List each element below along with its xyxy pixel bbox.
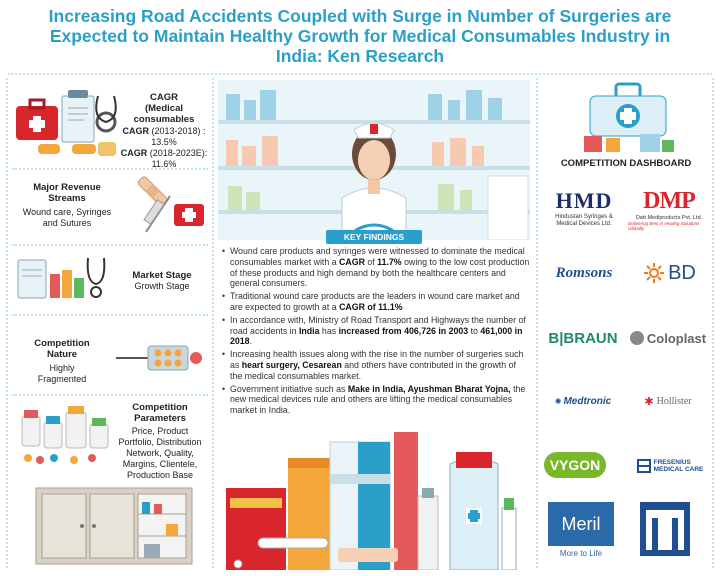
lab-equipment-illustration bbox=[14, 252, 110, 302]
finding-1 bbox=[222, 246, 530, 289]
hollister-star-icon: ✱ bbox=[644, 395, 654, 408]
market-stage-block bbox=[116, 270, 208, 292]
t-brand-mark-icon bbox=[640, 502, 690, 556]
finding-1-text-c: owing to the low cost production of these products and high demand by both the healthcare centers and general consumers. bbox=[230, 256, 530, 289]
cagr-heading-2: (Medical bbox=[144, 103, 183, 114]
dmp-logo bbox=[628, 180, 710, 238]
cagr-heading-3: consumables bbox=[133, 114, 195, 125]
finding-1-bold-a: CAGR bbox=[339, 256, 365, 267]
competition-nature-heading: Competition bbox=[34, 338, 90, 349]
finding-4 bbox=[222, 349, 530, 381]
page-title bbox=[0, 0, 720, 72]
key-findings-badge: KEY FINDINGS bbox=[326, 230, 422, 244]
medicine-box-illustration bbox=[580, 82, 676, 154]
cagr-row-2-label: CAGR bbox=[120, 148, 148, 158]
competition-params-heading-2: Parameters bbox=[134, 413, 186, 424]
dmp-tagline: Delivering Best in Healing Solutions Globally bbox=[628, 220, 700, 231]
finding-1-text-b: of bbox=[364, 256, 378, 267]
cagr-row-1-value: 13.5% bbox=[151, 137, 177, 147]
finding-5-text-a: Government initiative such as bbox=[230, 383, 348, 394]
fresenius-line-1: FRESENIUS bbox=[653, 459, 691, 466]
hmd-logo bbox=[544, 178, 624, 238]
pharmacist-illustration bbox=[218, 80, 530, 240]
competition-params-text-4: Margins, Clientele, bbox=[122, 459, 198, 469]
cagr-row-2-value: 11.6% bbox=[151, 159, 177, 169]
pill-blister-illustration bbox=[114, 340, 210, 374]
cagr-block bbox=[120, 92, 208, 170]
t-brand-logo bbox=[640, 502, 690, 556]
competition-nature-text-1: Highly bbox=[49, 363, 75, 373]
finding-3-bold-c: 461,000 in 2018 bbox=[230, 325, 523, 347]
revenue-heading-2: Streams bbox=[48, 193, 86, 204]
bbraun-logo bbox=[542, 324, 624, 352]
title-divider bbox=[8, 73, 712, 75]
cagr-heading: CAGR bbox=[150, 92, 178, 103]
left-divider-4 bbox=[12, 394, 208, 396]
syringe-bandage-illustration bbox=[124, 174, 208, 236]
meril-tagline: More to Life bbox=[559, 549, 603, 558]
right-column-divider bbox=[536, 78, 538, 568]
competition-nature-heading-2: Nature bbox=[46, 349, 78, 360]
finding-3-text-b: has bbox=[319, 325, 339, 336]
finding-2 bbox=[222, 291, 530, 313]
meril-logo-text: Meril bbox=[561, 513, 601, 534]
cagr-row-1 bbox=[120, 126, 208, 137]
finding-5-text-b: the new medical devices rule and others are lifting the medical consumables market in India. bbox=[230, 383, 526, 416]
vygon-logo bbox=[544, 452, 606, 478]
romsons-logo-text: Romsons bbox=[555, 264, 613, 281]
medtronic-logo bbox=[542, 388, 624, 414]
competition-params-text-3: Network, Quality, bbox=[126, 448, 194, 458]
cagr-row-2-years: (2018-2023E): bbox=[149, 148, 208, 158]
finding-4-text-a: Increasing health issues along with the rise in the number of surgeries such as bbox=[230, 349, 524, 370]
hmd-logo-mark: HMD bbox=[555, 188, 613, 213]
finding-3-bold-b: increased from 406,726 in 2003 bbox=[338, 325, 469, 336]
revenue-text-1: Wound care, Syringes bbox=[22, 207, 112, 217]
finding-2-bold: CAGR of 11.1% bbox=[339, 301, 403, 312]
hollister-logo bbox=[626, 388, 710, 414]
bd-logo bbox=[632, 258, 708, 288]
dmp-name: Datt Mediproducts Pvt. Ltd. bbox=[635, 214, 703, 221]
fresenius-mark-icon bbox=[637, 459, 651, 473]
left-divider-3 bbox=[12, 314, 208, 316]
romsons-logo bbox=[544, 258, 624, 288]
pill-bottles-illustration bbox=[14, 402, 114, 470]
finding-5 bbox=[222, 384, 530, 416]
competition-params-text-1: Price, Product bbox=[131, 426, 189, 436]
dmp-logo-mark: DMP bbox=[643, 187, 695, 214]
coloplast-logo bbox=[626, 324, 710, 352]
revenue-heading: Major Revenue bbox=[33, 182, 101, 193]
fresenius-logo bbox=[630, 452, 710, 480]
competition-params-text-5: Production Base bbox=[126, 470, 194, 480]
title-line-2: Expected to Maintain Healthy Growth for Medical Consumables Industry in bbox=[49, 26, 671, 46]
finding-2-text-a: Traditional wound care products are the leaders in wound care market and are expected to growth at a bbox=[230, 291, 520, 312]
cagr-row-2 bbox=[120, 148, 208, 159]
competition-nature-text-2: Fragmented bbox=[37, 374, 87, 384]
finding-3 bbox=[222, 315, 530, 347]
revenue-block bbox=[12, 182, 122, 229]
revenue-text-2: and Sutures bbox=[42, 218, 92, 228]
finding-4-bold: heart surgery, Cesarean bbox=[241, 359, 342, 370]
bd-logo-text: BD bbox=[668, 261, 696, 284]
medicine-products-illustration bbox=[218, 418, 530, 570]
meril-logo bbox=[548, 500, 614, 560]
finding-4-text-b: and others have contributed in the growth of the medical consumables market. bbox=[230, 359, 516, 381]
cagr-row-1-years: (2013-2018) : bbox=[151, 126, 206, 136]
left-divider-1 bbox=[12, 168, 208, 170]
left-border bbox=[6, 78, 8, 568]
medtronic-swirl-icon: ✺ bbox=[554, 396, 562, 406]
meril-logo-box bbox=[548, 502, 614, 546]
competition-params-heading: Competition bbox=[132, 402, 188, 413]
title-line-1: Increasing Road Accidents Coupled with Surge in Number of Surgeries are bbox=[48, 6, 672, 26]
finding-3-text-a: In accordance with, Ministry of Road Transport and Highways the number of road accidents in bbox=[230, 314, 526, 336]
finding-3-text-c: to bbox=[468, 325, 481, 336]
hollister-logo-text: Hollister bbox=[656, 395, 692, 407]
left-column-divider bbox=[212, 78, 214, 568]
finding-1-text-a: Wound care products and syringes were witnessed to dominate the medical consumables market with a bbox=[230, 246, 525, 267]
coloplast-logo-text: Coloplast bbox=[646, 330, 707, 346]
coloplast-circle-icon bbox=[630, 331, 644, 345]
competition-nature-block bbox=[14, 338, 110, 385]
finding-1-bold-b: 11.7% bbox=[377, 256, 402, 267]
bbraun-logo-text: B|BRAUN bbox=[548, 329, 618, 347]
competition-params-text-2: Portfolio, Distribution bbox=[118, 437, 202, 447]
key-findings-list bbox=[222, 246, 530, 418]
bd-sun-icon bbox=[644, 263, 664, 283]
market-stage-heading: Market Stage bbox=[132, 270, 192, 281]
right-border bbox=[712, 78, 714, 568]
cagr-row-1-label: CAGR bbox=[122, 126, 149, 136]
finding-3-text-d: . bbox=[249, 336, 253, 347]
finding-5-bold: Make in India, Ayushman Bharat Yojna, bbox=[347, 383, 511, 394]
medicine-cabinet-illustration bbox=[34, 486, 194, 566]
finding-3-bold-a: India bbox=[298, 325, 320, 336]
first-aid-kit-illustration bbox=[12, 82, 122, 164]
left-divider-2 bbox=[12, 244, 208, 246]
market-stage-text: Growth Stage bbox=[134, 281, 190, 291]
competition-params-block bbox=[112, 402, 208, 481]
hmd-name-1: Hindustan Syringes & bbox=[555, 214, 613, 220]
hmd-name-2: Medical Devices Ltd. bbox=[556, 221, 612, 227]
competition-dashboard-title: COMPETITION DASHBOARD bbox=[560, 158, 692, 169]
title-line-3: India: Ken Research bbox=[275, 46, 445, 66]
medtronic-logo-text: Medtronic bbox=[563, 395, 612, 407]
fresenius-line-2: MEDICAL CARE bbox=[653, 466, 704, 473]
vygon-logo-text: VYGON bbox=[549, 457, 601, 473]
